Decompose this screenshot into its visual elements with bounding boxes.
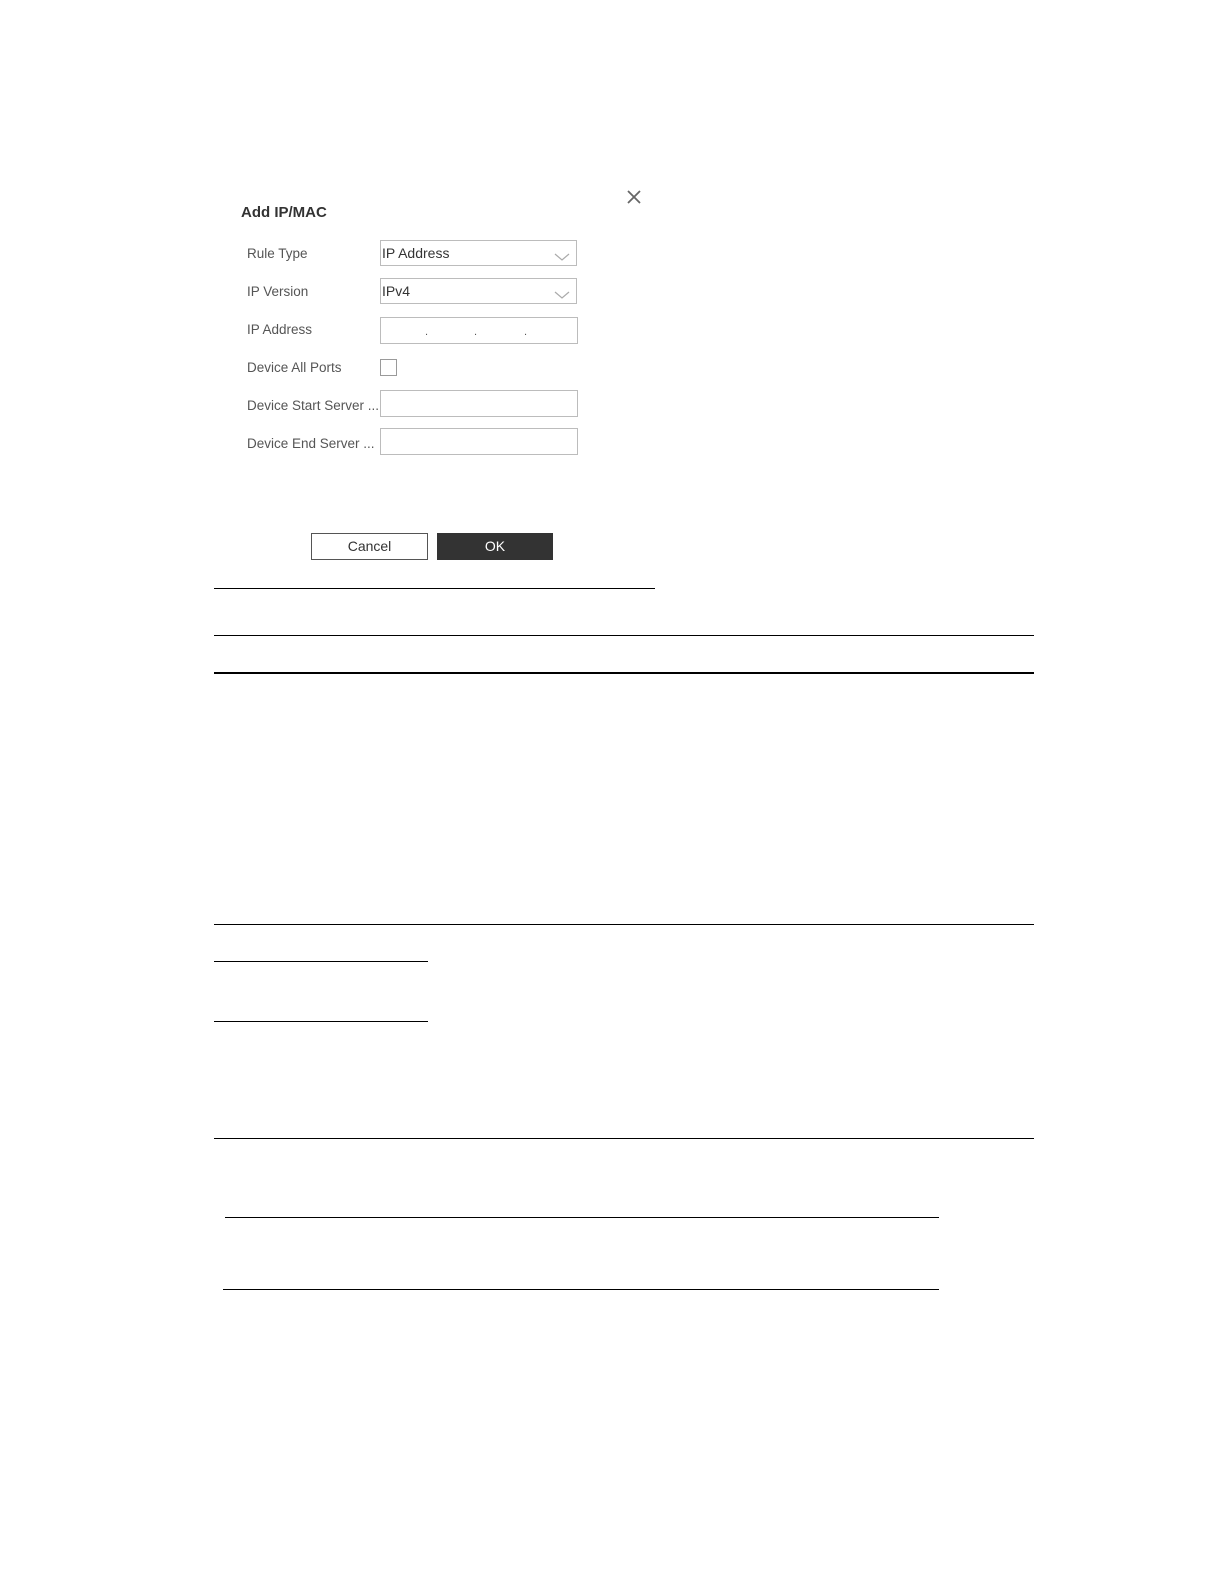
divider: [225, 1217, 939, 1218]
ip-separator: .: [524, 326, 528, 338]
ok-button[interactable]: OK: [437, 533, 553, 560]
close-icon[interactable]: [624, 187, 644, 207]
rule-type-value: IP Address: [382, 245, 450, 261]
ip-separator: .: [474, 326, 478, 338]
chevron-down-icon: [554, 287, 570, 297]
divider: [214, 961, 428, 962]
ip-address-label: IP Address: [247, 322, 313, 337]
ip-version-label: IP Version: [247, 284, 309, 299]
chevron-down-icon: [554, 249, 570, 259]
device-all-ports-checkbox[interactable]: [380, 359, 397, 376]
divider: [223, 1289, 939, 1290]
device-end-server-port-label: Device End Server ...: [247, 436, 375, 451]
cancel-button[interactable]: Cancel: [311, 533, 428, 560]
ip-separator: .: [425, 326, 429, 338]
ip-address-input: [380, 317, 578, 344]
ip-octet-2[interactable]: [431, 318, 478, 343]
rule-type-label: Rule Type: [247, 246, 308, 261]
device-start-server-port-input[interactable]: [380, 390, 578, 417]
divider: [214, 588, 655, 589]
ip-octet-3[interactable]: [480, 318, 524, 343]
divider: [214, 635, 1034, 636]
device-end-server-port-input[interactable]: [380, 428, 578, 455]
dialog-title: Add IP/MAC: [241, 204, 327, 221]
device-start-server-port-label: Device Start Server ...: [247, 398, 380, 413]
ip-octet-4[interactable]: [530, 318, 574, 343]
divider: [214, 1021, 428, 1022]
ip-octet-1[interactable]: [381, 318, 425, 343]
device-all-ports-label: Device All Ports: [247, 360, 342, 375]
divider: [214, 924, 1034, 925]
ip-version-value: IPv4: [382, 283, 411, 299]
divider: [214, 672, 1034, 674]
divider: [214, 1138, 1034, 1139]
rule-type-select[interactable]: [380, 240, 577, 266]
ip-version-select[interactable]: [380, 278, 577, 304]
